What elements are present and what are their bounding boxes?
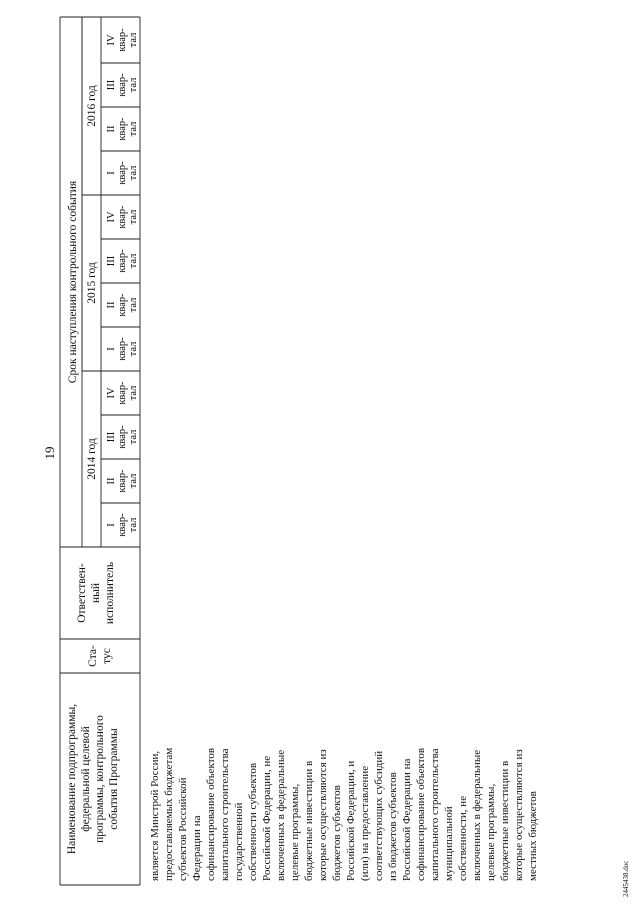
quarter-word-1: квар- [117,469,128,493]
row-text-line: соответствующих субсидий [373,750,385,881]
row-text-line: Федерации на [191,815,203,881]
quarter-word-2: тал [128,385,139,401]
quarter-num: IV [106,34,117,46]
row-text-line: включенных в федеральные [471,749,483,881]
row-text-line: субъектов Российской [177,777,189,881]
quarter-word-1: квар- [117,117,128,141]
name-header-line-4: события Программы [108,728,120,830]
row-text-line: собственности субъектов [247,762,259,881]
responsible-header-line-1: Ответствен- [76,563,88,623]
year-2015-label: 2015 год [86,262,98,304]
row-text-line: муниципальной [443,806,455,881]
row-text-line: капитального строительства [429,748,441,881]
row-text-line: бюджетные инвестиции в [303,760,315,881]
quarter-num: I [106,171,117,175]
footer-code: 2445438.doc [622,860,630,897]
quarter-num: III [106,79,117,91]
quarter-word-1: квар- [117,28,128,52]
quarter-word-1: квар- [117,249,128,273]
row-text-line: (или) на предоставление [359,765,371,881]
row-text-line: бюджетов субъектов [331,785,343,881]
quarter-word-2: тал [128,165,139,181]
row-text-line: является Минстрой России, [149,750,161,881]
year-2016-label: 2016 год [86,85,98,127]
year-2014-label: 2014 год [86,438,98,480]
deadline-header: Срок наступления контрольного события [67,180,79,384]
quarter-word-2: тал [128,297,139,313]
row-text-line: целевые программы, [485,783,497,881]
row-text-line: которые осуществляются из [513,749,525,881]
quarter-word-1: квар- [117,161,128,185]
row-text-line: софинансирование объектов [415,747,427,881]
row-text-line: бюджетные инвестиции в [499,760,511,881]
page-number: 19 [42,446,57,460]
quarter-word-2: тал [128,253,139,269]
quarter-word-1: квар- [117,73,128,97]
quarter-word-2: тал [128,429,139,445]
row-text-line: местных бюджетов [527,791,539,881]
quarter-word-1: квар- [117,425,128,449]
quarter-word-2: тал [128,32,139,48]
name-header-line-1: Наименование подпрограммы, [66,703,78,855]
quarter-word-2: тал [128,121,139,137]
row-text-line: включенных в федеральные [275,749,287,881]
status-header-line-1: Ста- [87,645,99,667]
row-text-line: из бюджетов субъектов [387,772,399,881]
responsible-header-line-2: ный [90,582,102,604]
quarter-word-1: квар- [117,337,128,361]
row-text-line: которые осуществляются из [317,749,329,881]
quarter-word-1: квар- [117,293,128,317]
quarter-word-2: тал [128,209,139,225]
quarter-num: II [106,477,117,485]
row-text-line: Российской Федерации, не [261,755,273,881]
row-text-line: софинансирование объектов [205,747,217,881]
name-header-line-3: программы, контрольного [94,715,106,843]
row-text-line: Российской Федерации на [401,758,413,881]
quarters-2016 [106,28,139,185]
quarter-word-1: квар- [117,381,128,405]
status-header-line-2: тус [101,648,113,664]
quarter-num: IV [106,387,117,399]
quarter-word-1: квар- [117,205,128,229]
name-header-line-2: федеральной целевой [80,726,92,832]
row-text-block [149,748,539,881]
quarter-word-2: тал [128,77,139,93]
row-text-line: целевые программы, [289,783,301,881]
row-text-line: Российской Федерации, и [345,760,357,881]
quarter-word-2: тал [128,517,139,533]
row-text-line: предоставляемых бюджетам [163,747,175,881]
quarter-num: III [106,431,117,443]
row-text-line: собственности, не [457,795,469,881]
quarter-num: IV [106,211,117,223]
quarter-num: II [106,125,117,133]
row-text-line: капитального строительства [219,748,231,881]
quarter-num: I [106,347,117,351]
quarter-word-2: тал [128,473,139,489]
quarter-word-1: квар- [117,513,128,537]
quarter-num: III [106,255,117,267]
responsible-header-line-3: исполнитель [104,561,116,625]
quarter-word-2: тал [128,341,139,357]
quarter-num: I [106,523,117,527]
row-text-line: государственной [233,802,245,881]
quarter-num: II [106,301,117,309]
